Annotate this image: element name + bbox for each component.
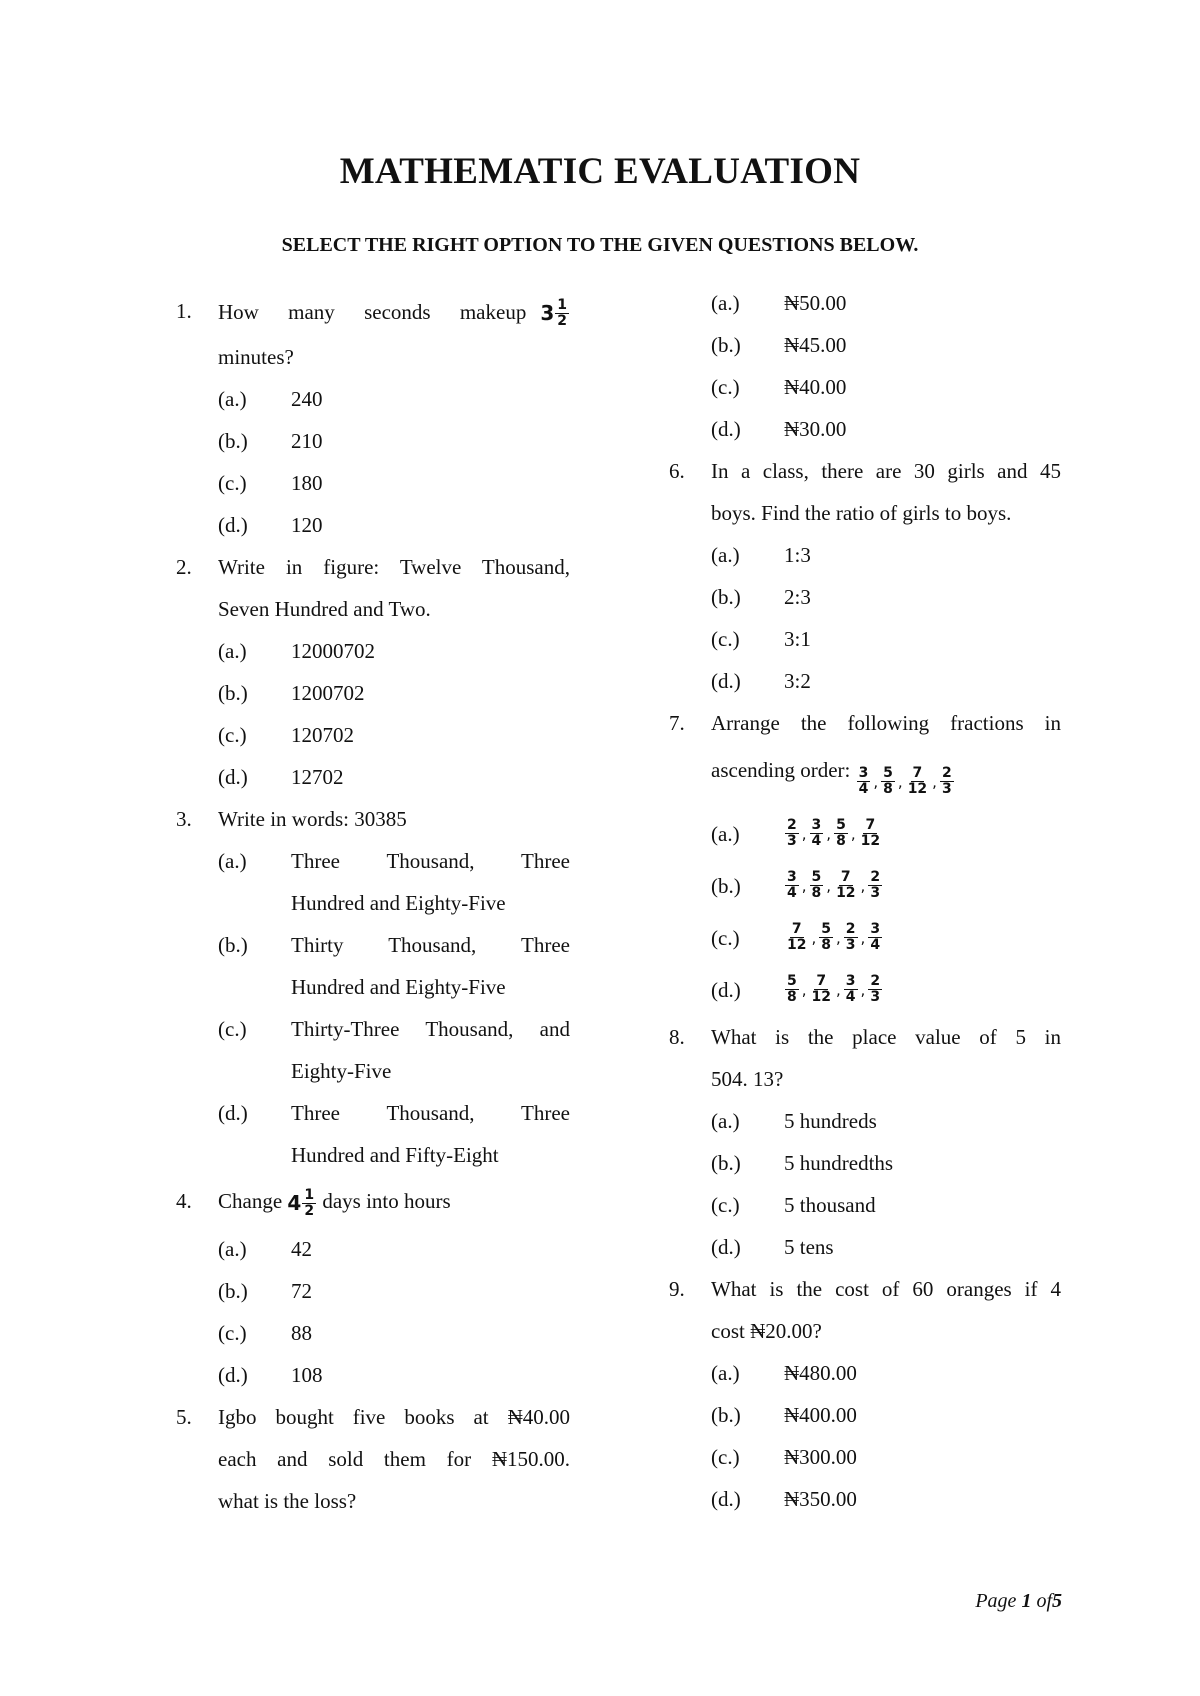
fraction-numerator: 5	[787, 973, 797, 989]
fraction-denominator: 8	[821, 937, 832, 953]
option	[669, 808, 1061, 860]
option-label: (c.)	[711, 627, 740, 651]
option-label: (c.)	[218, 723, 247, 748]
options-q1	[176, 378, 570, 546]
question-number: 1.	[176, 299, 192, 323]
fraction-denominator: 2	[304, 1202, 315, 1219]
option-label: (c.)	[711, 925, 740, 950]
question-7-cont	[669, 744, 1061, 808]
option-label: (a.)	[711, 291, 740, 315]
fraction	[844, 974, 858, 1005]
question-text	[711, 744, 1061, 808]
question-text	[218, 288, 570, 336]
question-9	[669, 1268, 1061, 1310]
fraction-numerator: 1	[557, 296, 567, 313]
option-label: (c.)	[218, 1017, 247, 1042]
footer-page-number: 1	[1021, 1590, 1032, 1612]
question-text: Write in figure: Twelve Thousand,	[218, 555, 570, 580]
fraction-denominator: 8	[883, 781, 893, 797]
fraction	[555, 298, 569, 329]
fraction	[859, 818, 882, 849]
option	[176, 462, 570, 504]
option-text: Hundred and Eighty-Five	[291, 891, 506, 916]
fraction-denominator: 8	[836, 833, 846, 849]
question-4	[176, 1176, 570, 1228]
fraction	[844, 922, 858, 953]
option	[669, 282, 1061, 324]
option-cont	[176, 1050, 570, 1092]
option-text: 3:1	[784, 627, 811, 651]
fraction-numerator: 7	[865, 817, 876, 833]
option	[176, 756, 570, 798]
option-label: (d.)	[218, 1101, 248, 1126]
option-fractions	[784, 808, 1061, 860]
fraction-separator: ,	[860, 876, 866, 895]
option-text: 1200702	[291, 681, 365, 706]
option-label: (b.)	[218, 429, 248, 454]
option-text: 12702	[291, 765, 344, 790]
question-text: cost ₦20.00?	[711, 1318, 822, 1343]
fraction	[857, 766, 871, 797]
fraction	[819, 922, 833, 953]
option-label: (b.)	[711, 873, 741, 898]
question-text-part: How many seconds makeup	[218, 300, 527, 325]
footer-page-total: 5	[1052, 1590, 1062, 1612]
option	[176, 924, 570, 966]
fraction	[810, 974, 833, 1005]
fraction-denominator: 8	[787, 989, 797, 1005]
fraction-numerator: 2	[870, 973, 881, 989]
option	[176, 378, 570, 420]
option	[176, 1270, 570, 1312]
fraction-denominator: 4	[870, 937, 881, 953]
fraction-numerator: 3	[858, 765, 869, 781]
fraction	[906, 766, 929, 797]
option	[176, 1092, 570, 1134]
fraction	[785, 922, 808, 953]
fraction	[881, 766, 895, 797]
question-number: 9.	[669, 1276, 685, 1301]
fraction-denominator: 4	[845, 989, 856, 1005]
question-text: Seven Hundred and Two.	[218, 597, 431, 622]
option-text: 180	[291, 471, 323, 496]
fraction-numerator: 3	[870, 921, 881, 937]
options-q9	[669, 1352, 1061, 1520]
question-5-cont	[176, 1480, 570, 1522]
fraction-numerator: 5	[811, 869, 822, 885]
options-q4	[176, 1228, 570, 1396]
fraction-denominator: 4	[858, 781, 869, 797]
fraction-separator: ,	[801, 824, 807, 843]
option-text: 12000702	[291, 639, 375, 664]
option	[669, 366, 1061, 408]
option-label: (d.)	[711, 1486, 741, 1511]
option-text: 240	[291, 387, 323, 412]
question-text-part: days into hours	[322, 1189, 451, 1214]
fraction-denominator: 12	[787, 937, 807, 953]
option-label: (b.)	[711, 1402, 741, 1427]
fraction	[785, 818, 799, 849]
option	[669, 660, 1061, 702]
fraction-denominator: 12	[860, 833, 881, 849]
fraction-numerator: 5	[883, 765, 893, 781]
fraction-numerator: 2	[845, 921, 856, 937]
fraction-separator: ,	[860, 980, 866, 999]
options-q8	[669, 1100, 1061, 1268]
option	[669, 1478, 1061, 1520]
option	[669, 1394, 1061, 1436]
option	[176, 1312, 570, 1354]
question-3	[176, 798, 570, 840]
fraction	[868, 870, 882, 901]
question-7	[669, 702, 1061, 744]
fraction	[302, 1188, 316, 1219]
fraction	[834, 818, 848, 849]
fraction	[868, 922, 882, 953]
question-text: Igbo bought five books at ₦40.00	[218, 1405, 570, 1430]
fraction-separator: ,	[873, 772, 879, 791]
option-text: 42	[291, 1237, 312, 1262]
option-text: 3:2	[784, 669, 811, 693]
option-fractions	[784, 860, 1061, 912]
fraction	[810, 870, 824, 901]
option-text: 1:3	[784, 543, 811, 567]
question-number: 4.	[176, 1189, 192, 1214]
question-text: minutes?	[218, 345, 294, 370]
option-label: (a.)	[711, 1360, 740, 1385]
option-text: 5 thousand	[784, 1192, 876, 1217]
question-2-cont	[176, 588, 570, 630]
option	[176, 630, 570, 672]
option-text: Thirty Thousand, Three	[291, 933, 570, 958]
fraction-numerator: 3	[787, 869, 797, 885]
fraction-separator: ,	[826, 876, 832, 895]
fraction-numerator: 2	[870, 869, 881, 885]
option-text: Three Thousand, Three	[291, 1101, 570, 1126]
fraction	[810, 818, 824, 849]
fraction-numerator: 2	[787, 817, 797, 833]
fraction-separator: ,	[860, 928, 866, 947]
fraction-denominator: 3	[870, 989, 881, 1005]
fraction-numerator: 3	[845, 973, 856, 989]
fraction-denominator: 4	[787, 885, 797, 901]
option-label: (b.)	[711, 1150, 741, 1175]
option-text: 5 hundredths	[784, 1150, 894, 1175]
option	[176, 1228, 570, 1270]
fraction-numerator: 5	[836, 817, 846, 833]
instructions: SELECT THE RIGHT OPTION TO THE GIVEN QUESTIONS BELOW.	[281, 234, 919, 256]
question-1-cont	[176, 336, 570, 378]
option-label: (d.)	[711, 669, 741, 693]
question-text: 504. 13?	[711, 1066, 784, 1091]
fraction-numerator: 1	[304, 1186, 315, 1203]
fraction-denominator: 2	[557, 312, 567, 329]
option-label: (b.)	[711, 585, 741, 609]
option	[176, 504, 570, 546]
fraction	[940, 766, 954, 797]
option	[669, 1436, 1061, 1478]
question-text: Write in words: 30385	[218, 807, 407, 832]
option-text: ₦350.00	[784, 1486, 857, 1511]
option-label: (c.)	[711, 1192, 740, 1217]
fraction-numerator: 7	[840, 869, 851, 885]
footer-of-word: of	[1036, 1590, 1052, 1612]
option-label: (b.)	[218, 933, 248, 958]
option-label: (c.)	[711, 375, 740, 399]
question-8	[669, 1016, 1061, 1058]
fraction-denominator: 12	[811, 989, 832, 1005]
options-q6	[669, 534, 1061, 702]
option	[669, 618, 1061, 660]
option-text: Thirty-Three Thousand, and	[291, 1017, 570, 1042]
option	[669, 408, 1061, 450]
question-8-cont	[669, 1058, 1061, 1100]
option-label: (b.)	[218, 1279, 248, 1304]
mixed-whole: 3	[540, 301, 555, 326]
options-q7	[669, 808, 1061, 1016]
fraction-denominator: 3	[787, 833, 797, 849]
option-text: ₦480.00	[784, 1360, 857, 1385]
option-text: Hundred and Eighty-Five	[291, 975, 506, 1000]
fraction-separator: ,	[836, 980, 841, 999]
question-9-cont	[669, 1310, 1061, 1352]
mixed-whole: 4	[287, 1191, 302, 1216]
option-text: 5 hundreds	[784, 1108, 877, 1133]
option-text: 108	[291, 1363, 323, 1388]
fraction-separator: ,	[836, 928, 841, 947]
option-label: (d.)	[711, 417, 741, 441]
option-text: Three Thousand, Three	[291, 849, 570, 874]
option-text: ₦400.00	[784, 1402, 857, 1427]
option	[669, 912, 1061, 964]
option-label-spacer	[218, 966, 291, 1008]
option-text: 5 tens	[784, 1234, 834, 1259]
option-label: (d.)	[711, 1234, 741, 1259]
fraction-list	[856, 756, 955, 808]
option	[176, 1354, 570, 1396]
option-text: Eighty-Five	[291, 1059, 392, 1084]
option-label: (d.)	[218, 765, 248, 790]
option-cont	[176, 966, 570, 1008]
option-label: (a.)	[711, 543, 740, 567]
fraction-separator: ,	[811, 928, 817, 947]
question-text	[218, 1176, 570, 1228]
question-2	[176, 546, 570, 588]
option-label: (c.)	[218, 1321, 247, 1346]
option-cont	[176, 882, 570, 924]
fraction-numerator: 2	[941, 765, 952, 781]
question-text: each and sold them for ₦150.00.	[218, 1447, 570, 1472]
question-number: 6.	[669, 459, 685, 483]
option-label: (a.)	[218, 849, 247, 874]
option	[669, 324, 1061, 366]
question-text: Arrange the following fractions in	[711, 711, 1061, 735]
question-number: 2.	[176, 555, 192, 580]
right-column	[669, 282, 1061, 1520]
option-label-spacer	[218, 1134, 291, 1176]
question-text: boys. Find the ratio of girls to boys.	[711, 501, 1012, 525]
fraction	[834, 870, 857, 901]
option-label: (a.)	[218, 639, 247, 664]
option	[669, 860, 1061, 912]
option	[669, 1184, 1061, 1226]
fraction-separator: ,	[801, 980, 807, 999]
left-column	[176, 288, 570, 1522]
option-cont	[176, 1134, 570, 1176]
question-number: 3.	[176, 807, 192, 832]
fraction-numerator: 7	[816, 973, 827, 989]
option-text: Hundred and Fifty-Eight	[291, 1143, 499, 1168]
option	[669, 576, 1061, 618]
option-label: (c.)	[218, 471, 247, 496]
question-text: In a class, there are 30 girls and 45	[711, 459, 1061, 483]
option-label: (b.)	[711, 333, 741, 357]
question-number: 5.	[176, 1405, 192, 1430]
fraction-numerator: 3	[811, 817, 822, 833]
options-q2	[176, 630, 570, 798]
question-6	[669, 450, 1061, 492]
option-label: (a.)	[218, 1237, 247, 1262]
option-text: 72	[291, 1279, 312, 1304]
options-q5	[669, 282, 1061, 450]
option-label: (c.)	[711, 1444, 740, 1469]
fraction-separator: ,	[897, 772, 903, 791]
fraction-denominator: 3	[941, 781, 952, 797]
question-text: what is the loss?	[218, 1489, 357, 1514]
option-text: 2:3	[784, 585, 811, 609]
question-text-part: ascending order:	[711, 758, 851, 782]
option	[669, 534, 1061, 576]
option-label: (a.)	[711, 1108, 740, 1133]
options-q3	[176, 840, 570, 1176]
option	[176, 840, 570, 882]
page-footer	[975, 1590, 1062, 1613]
option-text: 88	[291, 1321, 312, 1346]
option	[669, 964, 1061, 1016]
page-title: MATHEMATIC EVALUATION	[339, 151, 861, 192]
option-label: (d.)	[711, 977, 741, 1002]
question-text: What is the cost of 60 oranges if 4	[711, 1276, 1061, 1301]
fraction-denominator: 8	[811, 885, 822, 901]
question-text: What is the place value of 5 in	[711, 1024, 1061, 1049]
option-label-spacer	[218, 882, 291, 924]
fraction-denominator: 12	[907, 781, 928, 797]
fraction-denominator: 4	[811, 833, 822, 849]
fraction	[868, 974, 882, 1005]
fraction-numerator: 7	[791, 921, 802, 937]
fraction	[785, 870, 799, 901]
question-text-part: Change	[218, 1189, 283, 1214]
option	[176, 672, 570, 714]
option-text: 120702	[291, 723, 354, 748]
question-1	[176, 288, 570, 336]
option-fractions	[784, 912, 1061, 964]
question-number: 8.	[669, 1024, 685, 1049]
option-fractions	[784, 964, 1061, 1016]
option	[669, 1100, 1061, 1142]
option	[669, 1226, 1061, 1268]
option	[669, 1142, 1061, 1184]
question-5-cont	[176, 1438, 570, 1480]
option	[669, 1352, 1061, 1394]
option-label: (d.)	[218, 1363, 248, 1388]
footer-page-word: Page	[975, 1590, 1017, 1612]
fraction-denominator: 12	[836, 885, 856, 901]
mixed-number	[540, 288, 570, 336]
option-text: 120	[291, 513, 323, 538]
fraction-separator: ,	[850, 824, 856, 843]
option-label-spacer	[218, 1050, 291, 1092]
option-text: ₦45.00	[784, 333, 847, 357]
option	[176, 1008, 570, 1050]
fraction-numerator: 7	[912, 765, 923, 781]
option-text: ₦50.00	[784, 291, 847, 315]
fraction-separator: ,	[826, 824, 832, 843]
option	[176, 714, 570, 756]
option-label: (a.)	[711, 821, 740, 846]
question-5	[176, 1396, 570, 1438]
fraction-separator: ,	[932, 772, 937, 791]
option-text: ₦40.00	[784, 375, 847, 399]
question-number: 7.	[669, 711, 685, 735]
option-text: ₦300.00	[784, 1444, 857, 1469]
fraction-denominator: 3	[845, 937, 856, 953]
option-text: ₦30.00	[784, 417, 847, 441]
fraction-numerator: 5	[821, 921, 832, 937]
fraction-separator: ,	[801, 876, 807, 895]
option	[176, 420, 570, 462]
option-label: (d.)	[218, 513, 248, 538]
fraction-denominator: 3	[870, 885, 881, 901]
question-6-cont	[669, 492, 1061, 534]
option-label: (b.)	[218, 681, 248, 706]
option-text: 210	[291, 429, 323, 454]
fraction	[785, 974, 799, 1005]
option-label: (a.)	[218, 387, 247, 412]
